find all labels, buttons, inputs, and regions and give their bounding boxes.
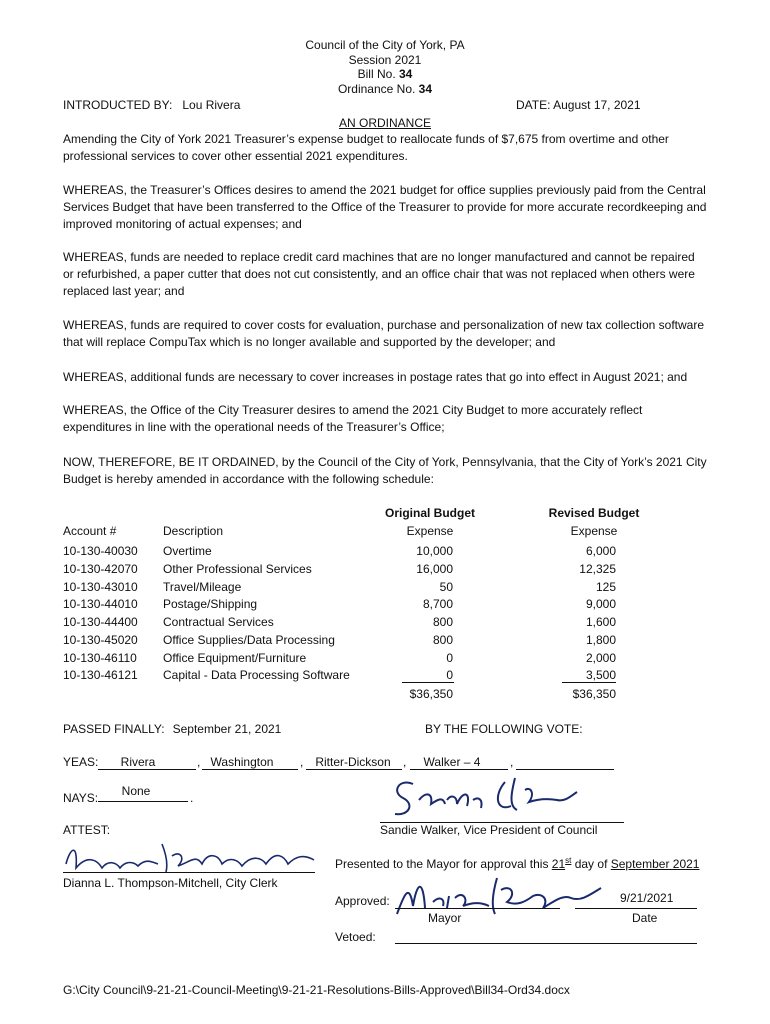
session-heading: Session 2021 <box>348 53 422 67</box>
date-label: DATE: <box>516 98 551 112</box>
description: Overtime <box>163 544 212 558</box>
ordinance-number <box>0 82 770 96</box>
presented-day: 21 <box>551 857 566 871</box>
paragraph-amending: Amending the City of York 2021 Treasurer’s expense budget to reallocate funds of $7,675 from overtime and other professional services to cover other essential 2021 expenditures. <box>63 132 669 163</box>
introduced-date <box>516 98 641 112</box>
account-number: 10-130-46110 <box>63 651 137 665</box>
account-number: 10-130-44400 <box>63 615 138 629</box>
attest-label: ATTEST: <box>63 823 111 837</box>
yea-line-1 <box>98 769 196 770</box>
original-total: $36,350 <box>409 687 453 701</box>
nays-line <box>98 801 188 802</box>
revised-expense: 12,325 <box>579 562 616 576</box>
yea-separator: , <box>403 755 407 769</box>
mayor-signature-icon <box>393 872 607 918</box>
paragraph-whereas-4: WHEREAS, additional funds are necessary to cover increases in postage rates that go into effect in August 2021; and <box>63 370 688 384</box>
description: Office Supplies/Data Processing <box>163 633 335 647</box>
account-number: 10-130-45020 <box>63 633 138 647</box>
presented-mid: day of <box>571 857 611 871</box>
presented-day-suffix: st <box>565 856 572 865</box>
presented-to-mayor <box>335 857 699 871</box>
vetoed-label: Vetoed: <box>335 930 376 944</box>
description: Contractual Services <box>163 615 274 629</box>
original-budget-heading: Original Budget <box>385 506 475 520</box>
ordinance-label: Ordinance No. <box>337 82 419 96</box>
clerk-signature-line <box>63 872 315 873</box>
revised-expense-header: Expense <box>570 524 618 538</box>
date-line <box>575 908 697 909</box>
description: Postage/Shipping <box>163 597 258 611</box>
nays-period: . <box>190 791 194 805</box>
bill-value: 34 <box>398 67 413 81</box>
yea-line-2 <box>202 769 298 770</box>
original-expense-header: Expense <box>406 524 454 538</box>
yeas-label: YEAS: <box>63 755 99 769</box>
description: Office Equipment/Furniture <box>163 651 307 665</box>
yea-name: Walker – 4 <box>423 755 481 769</box>
revised-expense: 2,000 <box>585 651 616 665</box>
revised-budget-heading: Revised Budget <box>548 506 640 520</box>
date-caption: Date <box>632 911 658 925</box>
passed-date: September 21, 2021 <box>172 722 282 736</box>
approved-label: Approved: <box>335 894 390 908</box>
bill-label: Bill No. <box>357 67 399 81</box>
paragraph-whereas-2: WHEREAS, funds are needed to replace credit card machines that are no longer manufactured and cannot be repaired or refurbished, a paper cutter that does not cut consistently, and an office chair that was not replaced when others were replaced last year; and <box>63 250 695 298</box>
date-value: August 17, 2021 <box>553 98 641 112</box>
presented-prefix: Presented to the Mayor for approval this <box>335 857 552 871</box>
ordinance-title: AN ORDINANCE <box>338 116 431 130</box>
introduced-label: INTRODUCTED BY: <box>63 98 173 112</box>
revised-total: $36,350 <box>572 687 616 701</box>
original-expense: 50 <box>439 580 453 594</box>
original-expense: 800 <box>432 615 453 629</box>
description-column-header: Description <box>163 524 224 538</box>
passed-finally <box>63 722 281 736</box>
paragraph-whereas-1: WHEREAS, the Treasurer’s Offices desires to amend the 2021 budget for office supplies previously paid from the Central Services Budget that have been transferred to the Office of the Treasurer to provide for more accurate recordkeeping and improved monitoring of actual expenses; and <box>63 183 707 231</box>
mayor-signature-line <box>395 908 560 909</box>
original-expense: 0 <box>446 651 453 665</box>
revised-expense: 9,000 <box>585 597 616 611</box>
vice-president-name: Sandie Walker, Vice President of Council <box>380 823 598 837</box>
original-expense: 0 <box>446 668 453 682</box>
yea-separator: , <box>197 755 201 769</box>
nays-label: NAYS: <box>63 791 99 805</box>
approval-date: 9/21/2021 <box>620 891 674 905</box>
description: Other Professional Services <box>163 562 312 576</box>
paragraph-whereas-5: WHEREAS, the Office of the City Treasurer desires to amend the 2021 City Budget to more accurately reflect expenditures in line with the operational needs of the Treasurer’s Office; <box>63 403 643 434</box>
nays-value: None <box>121 784 151 798</box>
revised-expense: 125 <box>595 580 616 594</box>
original-expense: 10,000 <box>416 544 453 558</box>
council-heading: Council of the City of York, PA <box>305 38 465 52</box>
original-expense: 8,700 <box>422 597 453 611</box>
revised-expense: 1,800 <box>585 633 616 647</box>
introduced-name: Lou Rivera <box>182 98 241 112</box>
yea-name: Rivera <box>120 755 156 769</box>
mayor-label: Mayor <box>428 911 462 925</box>
account-number: 10-130-40030 <box>63 544 138 558</box>
revised-expense: 3,500 <box>585 668 616 682</box>
introduced-by <box>63 98 240 112</box>
yea-separator: , <box>300 755 304 769</box>
yea-name: Ritter-Dickson <box>315 755 391 769</box>
bill-number <box>0 67 770 81</box>
description: Travel/Mileage <box>163 580 242 594</box>
paragraph-ordained: NOW, THEREFORE, BE IT ORDAINED, by the Council of the City of York, Pennsylvania, that the City of York’s 2021 City Budget is hereby amended in accordance with the following schedule: <box>63 455 707 486</box>
passed-label: PASSED FINALLY: <box>63 722 165 736</box>
yea-separator: , <box>510 755 514 769</box>
vetoed-line <box>395 943 697 944</box>
revised-expense: 1,600 <box>585 615 616 629</box>
description: Capital - Data Processing Software <box>163 668 350 682</box>
account-column-header: Account # <box>63 524 117 538</box>
revised-subtotal-rule <box>562 682 616 683</box>
account-number: 10-130-42070 <box>63 562 138 576</box>
account-number: 10-130-43010 <box>63 580 138 594</box>
presented-month: September 2021 <box>610 857 700 871</box>
file-path-footer: G:\City Council\9-21-21-Council-Meeting\9-21-21-Resolutions-Bills-Approved\Bill34-Ord34.docx <box>63 983 570 997</box>
paragraph-whereas-3: WHEREAS, funds are required to cover costs for evaluation, purchase and personalization of new tax collection software that will replace CompuTax which is no longer available and supported by the developer; and <box>63 318 704 349</box>
account-number: 10-130-46121 <box>63 668 138 682</box>
ordinance-value: 34 <box>418 82 433 96</box>
original-subtotal-rule <box>402 682 454 683</box>
vice-president-signature-icon <box>385 770 585 822</box>
original-expense: 16,000 <box>416 562 453 576</box>
following-vote-label: BY THE FOLLOWING VOTE: <box>425 722 583 736</box>
original-expense: 800 <box>432 633 453 647</box>
revised-expense: 6,000 <box>585 544 616 558</box>
yea-name: Washington <box>210 755 274 769</box>
city-clerk-name: Dianna L. Thompson-Mitchell, City Clerk <box>63 876 278 890</box>
account-number: 10-130-44010 <box>63 597 138 611</box>
